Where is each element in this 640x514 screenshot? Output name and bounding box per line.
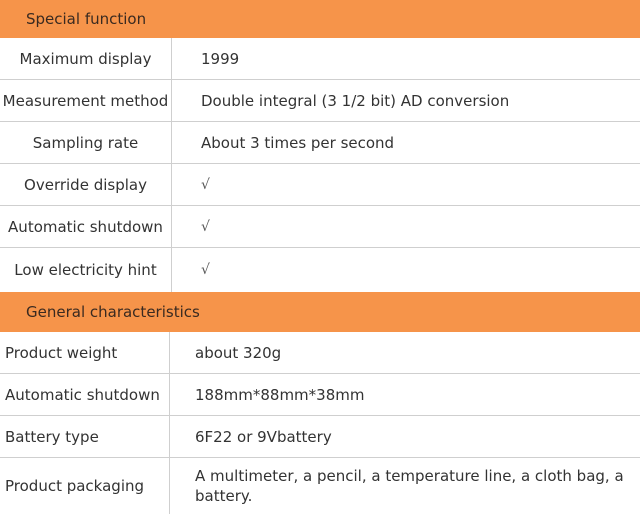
spec-label: Measurement method: [0, 80, 172, 121]
check-mark-icon: √: [201, 218, 210, 235]
special-function-title: Special function: [26, 10, 147, 28]
general-row-battery-type: [0, 416, 640, 458]
general-characteristics-header: [0, 292, 640, 332]
general-label: Battery type: [0, 416, 170, 457]
spec-label: Maximum display: [0, 38, 172, 79]
general-row-automatic-shutdown: [0, 374, 640, 416]
general-label: Product packaging: [0, 458, 170, 514]
spec-row-measurement-method: [0, 80, 640, 122]
spec-label: Override display: [0, 164, 172, 205]
check-mark-icon: √: [201, 176, 210, 193]
general-value: 6F22 or 9Vbattery: [195, 427, 332, 446]
spec-row-low-electricity-hint: [0, 248, 640, 292]
spec-value: About 3 times per second: [201, 133, 395, 152]
spec-label: Sampling rate: [0, 122, 172, 163]
general-value: about 320g: [195, 343, 282, 362]
general-value: 188mm*88mm*38mm: [195, 385, 365, 404]
general-value: A multimeter, a pencil, a temperature line, a cloth bag, a battery.: [195, 467, 624, 505]
general-row-product-packaging: [0, 458, 640, 514]
spec-value: 1999: [201, 49, 240, 68]
general-characteristics-title: General characteristics: [26, 303, 200, 321]
spec-label: Low electricity hint: [0, 248, 172, 292]
check-mark-icon: √: [201, 262, 210, 278]
general-label: Automatic shutdown: [0, 374, 170, 415]
spec-row-sampling-rate: [0, 122, 640, 164]
general-label: Product weight: [0, 332, 170, 373]
spec-label: Automatic shutdown: [0, 206, 172, 247]
general-row-product-weight: [0, 332, 640, 374]
spec-row-maximum-display: [0, 38, 640, 80]
spec-row-override-display: [0, 164, 640, 206]
spec-value: Double integral (3 1/2 bit) AD conversion: [201, 91, 510, 110]
special-function-header: [0, 0, 640, 38]
spec-row-automatic-shutdown: [0, 206, 640, 248]
